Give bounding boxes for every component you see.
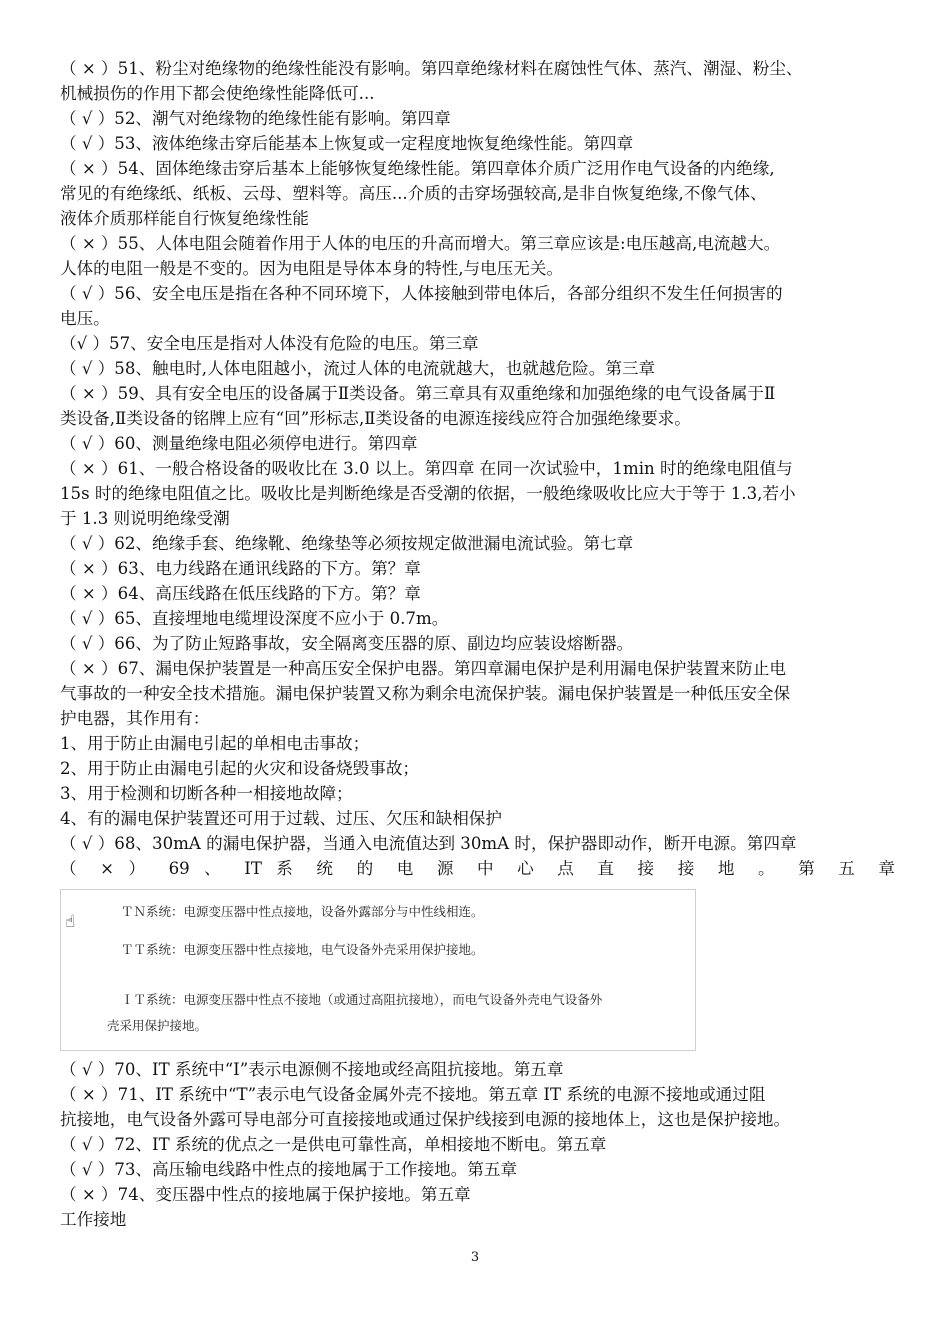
figure-line-it-cont: 壳采用保护接地。: [107, 1018, 208, 1033]
text-line: （ × ）74、变压器中性点的接地属于保护接地。第五章: [60, 1185, 471, 1204]
text-line: （ √ ）68、30mA 的漏电保护器，当通入电流值达到 30mA 时，保护器即动作，断开电源。第四章: [60, 834, 797, 853]
text-line: （ × ）64、高压线路在低压线路的下方。第？章: [60, 584, 421, 603]
text-line: （ √ ）72、IT 系统的优点之一是供电可靠性高，单相接地不断电。第五章: [60, 1135, 607, 1154]
text-line: 工作接地: [60, 1210, 127, 1229]
text-line: 人体的电阻一般是不变的。因为电阻是导体本身的特性,与电压无关。: [60, 259, 564, 278]
text-line: （ × ）67、漏电保护装置是一种高压安全保护电器。第四章漏电保护是利用漏电保护装置来防止电: [60, 659, 786, 678]
text-line: （ √ ）66、为了防止短路事故，安全隔离变压器的原、副边均应装设熔断器。: [60, 634, 634, 653]
figure-line-it: ＩＴ系统：电源变压器中性点不接地（或通过高阻抗接地），而电气设备外壳电气设备外: [121, 992, 603, 1007]
page-number: 3: [470, 1250, 480, 1265]
text-line: （ √ ）62、绝缘手套、绝缘靴、绝缘垫等必须按规定做泄漏电流试验。第七章: [60, 534, 634, 553]
text-line: 电压。: [60, 309, 110, 328]
text-line: 护电器，其作用有：: [60, 709, 210, 728]
list-item: 2、用于防止由漏电引起的火灾和设备烧毁事故；: [60, 759, 420, 778]
text-line: （ √ ）52、潮气对绝缘物的绝缘性能有影响。第四章: [60, 109, 451, 128]
text-line: （ √ ）58、触电时,人体电阻越小，流过人体的电流就越大，也就越危险。第三章: [60, 359, 656, 378]
text-line: （√ ）57、安全电压是指对人体没有危险的电压。第三章: [60, 334, 479, 353]
list-item: 1、用于防止由漏电引起的单相电击事故；: [60, 734, 370, 753]
text-line: （ × ）51、粉尘对绝缘物的绝缘性能没有影响。第四章绝缘材料在腐蚀性气体、蒸汽、潮湿、粉尘、: [60, 59, 803, 78]
text-line: （ × ）63、电力线路在通讯线路的下方。第？章: [60, 559, 421, 578]
text-line: 15s 时的绝缘电阻值之比。吸收比是判断绝缘是否受潮的依据，一般绝缘吸收比应大于等于 1.3,若小: [60, 484, 796, 503]
list-item: 3、用于检测和切断各种一相接地故障；: [60, 784, 353, 803]
text-line: （ √ ）70、IT 系统中“I”表示电源侧不接地或经高阻抗接地。第五章: [60, 1060, 564, 1079]
text-line: （ √ ）65、直接埋地电缆埋设深度不应小于 0.7m。: [60, 609, 449, 628]
text-line: （ × ） 69 、 IT 系 统 的 电 源 中 心 点 直 接 接 地 。 第 五 章: [60, 859, 895, 878]
text-line: 类设备,Ⅱ类设备的铭牌上应有“回”形标志,Ⅱ类设备的电源连接线应符合加强绝缘要求。: [60, 409, 691, 428]
text-line: （ × ）54、固体绝缘击穿后基本上能够恢复绝缘性能。第四章体介质广泛用作电气设备的内绝缘,: [60, 159, 775, 178]
text-line: 机械损伤的作用下都会使绝缘性能降低可...: [60, 84, 375, 103]
text-line: （ × ）55、人体电阻会随着作用于人体的电压的升高而增大。第三章应该是:电压越高,电流越大。: [60, 234, 781, 253]
list-item: 4、有的漏电保护装置还可用于过载、过压、欠压和缺相保护: [60, 809, 502, 828]
text-line: （ √ ）56、安全电压是指在各种不同环境下，人体接触到带电体后，各部分组织不发生任何损害的: [60, 284, 783, 303]
pointing-hand-icon: ☝: [65, 912, 76, 932]
figure-line-tt: ＴＴ系统：电源变压器中性点接地，电气设备外壳采用保护接地。: [121, 942, 484, 957]
text-line: 常见的有绝缘纸、纸板、云母、塑料等。高压...介质的击穿场强较高,是非自恢复绝缘,不像气体、: [60, 184, 767, 203]
text-line: 液体介质那样能自行恢复绝缘性能: [60, 209, 309, 228]
text-line: 于 1.3 则说明绝缘受潮: [60, 509, 230, 528]
text-line: 气事故的一种安全技术措施。漏电保护装置又称为剩余电流保护装。漏电保护装置是一种低压安全保: [60, 684, 791, 703]
figure-line-tn: ＴＮ系统：电源变压器中性点接地，设备外露部分与中性线相连。: [121, 904, 484, 919]
text-line: （ √ ）73、高压输电线路中性点的接地属于工作接地。第五章: [60, 1160, 518, 1179]
text-line: （ √ ）53、液体绝缘击穿后能基本上恢复或一定程度地恢复绝缘性能。第四章: [60, 134, 634, 153]
body-text: [60, 56, 895, 1232]
text-line: （ × ）61、一般合格设备的吸收比在 3.0 以上。第四章 在同一次试验中，1min 时的绝缘电阻值与: [60, 459, 793, 478]
text-line: （ √ ）60、测量绝缘电阻必须停电进行。第四章: [60, 434, 418, 453]
grounding-systems-figure: [60, 889, 696, 1051]
text-line: （ × ）59、具有安全电压的设备属于Ⅱ类设备。第三章具有双重绝缘和加强绝缘的电气设备属于Ⅱ: [60, 384, 776, 403]
text-line: （ × ）71、IT 系统中“T”表示电气设备金属外壳不接地。第五章 IT 系统的电源不接地或通过阻: [60, 1085, 766, 1104]
text-line: 抗接地，电气设备外露可导电部分可直接接地或通过保护线接到电源的接地体上，这也是保护接地。: [60, 1110, 791, 1129]
